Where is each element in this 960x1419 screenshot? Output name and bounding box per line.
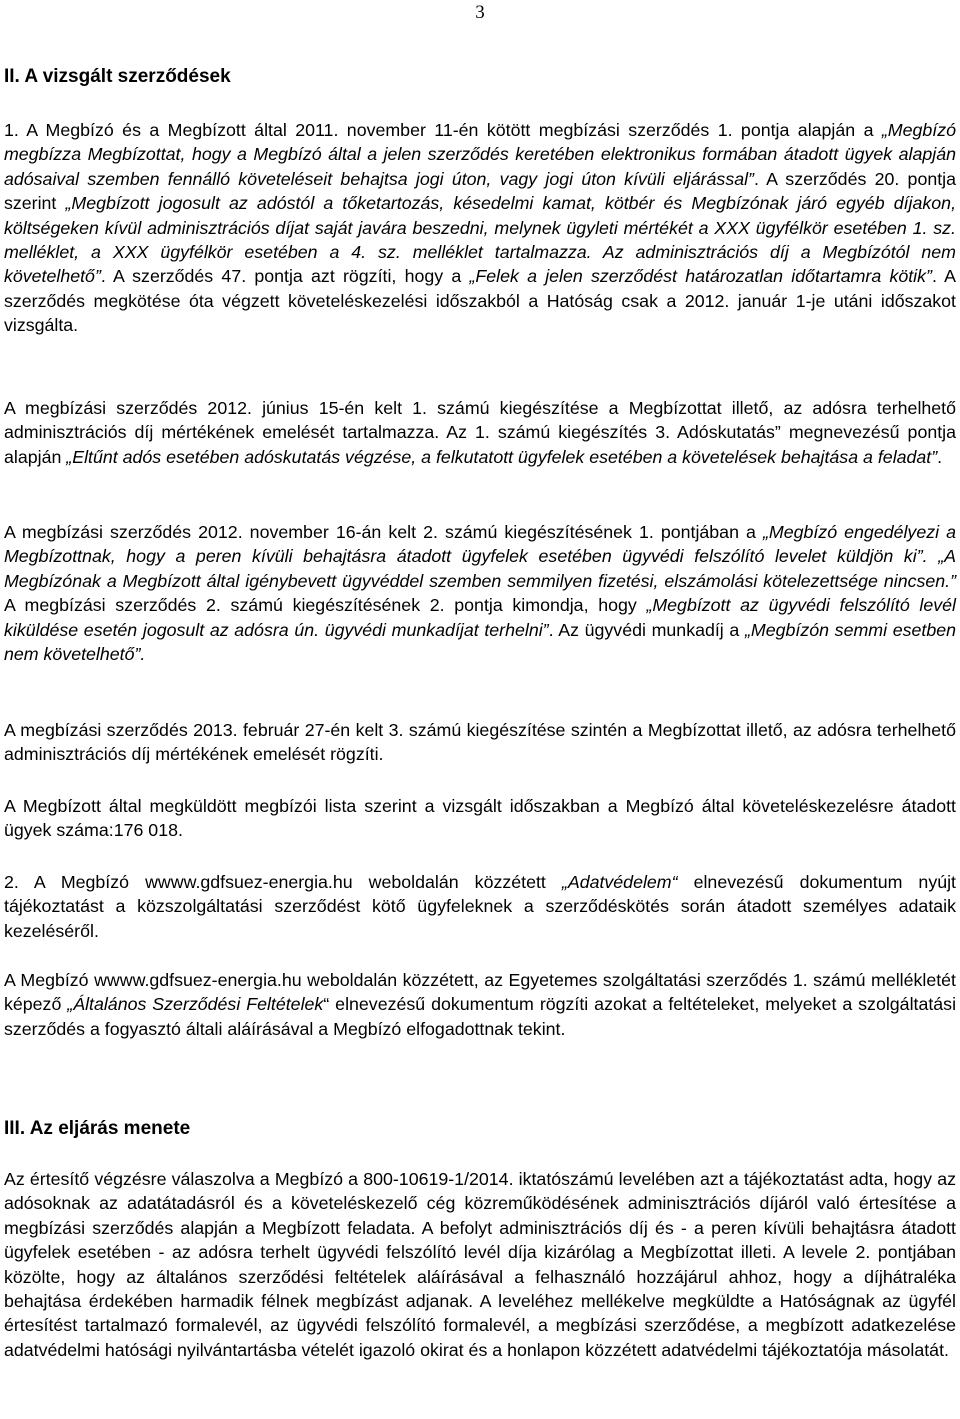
page-number: 3 (475, 2, 485, 23)
section-title-contracts: II. A vizsgált szerződések (4, 66, 231, 87)
paragraph: A megbízási szerződés 2013. február 27-én kelt 3. számú kiegészítése szintén a Megbízottat illető, az adósra terhelhető adminisztrációs díj mértékének emelését rögzíti. (4, 720, 956, 765)
paragraph: 1. A Megbízó és a Megbízott által 2011. november 11-én kötött megbízási szerződés 1. pontja alapján a „Megbízó megbízza Megbízottat, hogy a Megbízó által a jelen szerződés keretében elektronikus formában átadott ügyek alapján adósaival szemben fennálló követeléseit behajtsa jogi úton, vagy jogi úton kívüli eljárással”. A szerződés 20. pontja szerint „Megbízott jogosult az adóstól a tőketartozás, késedelmi kamat, kötbér és Megbízónak járó egyéb díjakon, költségeken kívül adminisztrációs díjat saját javára beszedni, melynek ügyleti mértékét a XXX ügyfélkör esetében 1. sz. melléklet, a XXX ügyfélkör esetében a 4. sz. melléklet tartalmazza. Az adminisztrációs díj a Megbízótól nem követelhető”. A szerződés 47. pontja azt rögzíti, hogy a „Felek a jelen szerződést határozatlan időtartamra kötik”. A szerződés megkötése óta végzett követeléskezelési időszakból a Hatóság csak a 2012. január 1-je utáni időszakot vizsgálta. (4, 120, 957, 336)
paragraph: A Megbízó wwww.gdfsuez-energia.hu weboldalán közzétett, az Egyetemes szolgáltatási szerződés 1. számú mellékletét képező „Általános Szerződési Feltételek“ elnevezésű dokumentum rögzíti azokat a feltételeket, melyeket a szolgáltatási szerződés a fogyasztó általi aláírásával a Megbízó elfogadottnak tekint. (4, 970, 957, 1039)
paragraph: 2. A Megbízó wwww.gdfsuez-energia.hu weboldalán közzétett „Adatvédelem“ elnevezésű dokumentum nyújt tájékoztatást a közszolgáltatási szerződést kötő ügyfeleknek a szerződéskötés során átadott személyes adataik kezeléséről. (4, 872, 956, 941)
paragraph: A Megbízott által megküldött megbízói lista szerint a vizsgált időszakban a Megbízó által követeléskezelésre átadott ügyek száma:176 018. (4, 796, 956, 841)
paragraph: A megbízási szerződés 2012. június 15-én kelt 1. számú kiegészítése a Megbízottat illető, az adósra terhelhető adminisztrációs díj mértékének emelését tartalmazza. Az 1. számú kiegészítés 3. Adóskutatás” megnevezésű pontja alapján „Eltűnt adós esetében adóskutatás végzése, a felkutatott ügyfelek esetében a követelések behajtása a feladat”. (4, 398, 956, 467)
paragraph: Az értesítő végzésre válaszolva a Megbízó a 800-10619-1/2014. iktatószámú levelében azt a tájékoztatást adta, hogy az adósoknak az adatátadásról és a követeléskezelő cég közreműködésének adminisztrációs díjáról való értesítése a megbízási szerződés alapján a Megbízott feladata. A befolyt adminisztrációs díj és - a peren kívüli behajtásra átadott ügyfelek esetében - az adósra terhelt ügyvédi felszólító levél díja kizárólag a Megbízottat illeti. A levele 2. pontjában közölte, hogy az általános szerződési feltételek aláírásával a felhasználó hozzájárul ahhoz, hogy a díjhátraléka behajtása érdekében harmadik félnek megbízást adjanak. A leveléhez mellékelve megküldte a Hatóságnak az ügyfél értesítést tartalmazó formalevél, az ügyvédi felszólító formalevél, a megbízási szerződése, a megbízott adatkezelése adatvédelmi hatósági nyilvántartásba vételét igazoló okirat és a honlapon közzétett adatvédelmi tájékoztatója másolatát. (4, 1169, 956, 1360)
section-title-procedure: III. Az eljárás menete (4, 1118, 191, 1139)
paragraph: A megbízási szerződés 2012. november 16-án kelt 2. számú kiegészítésének 1. pontjában a „Megbízó engedélyezi a Megbízottnak, hogy a peren kívüli behajtásra átadott ügyfelek esetében ügyvédi felszólító levelet küldjön ki”. „A Megbízónak a Megbízott által igénybevett ügyvéddel szemben semmilyen fizetési, elszámolási kötelezettsége nincsen.” A megbízási szerződés 2. számú kiegészítésének 2. pontja kimondja, hogy „Megbízott az ügyvédi felszólító levél kiküldése esetén jogosult az adósra ún. ügyvédi munkadíjat terhelni”. Az ügyvédi munkadíj a „Megbízón semmi esetben nem követelhető”. (4, 522, 956, 665)
